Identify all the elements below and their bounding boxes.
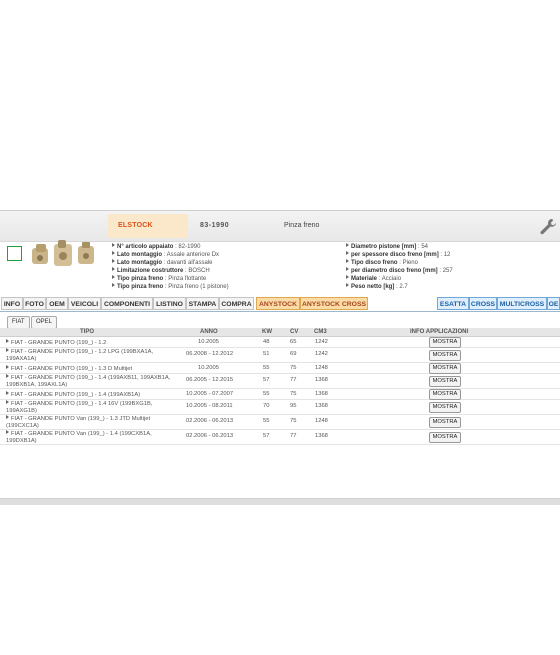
table-row xyxy=(0,400,560,415)
cell-anno: 02.2006 - 06.2013 xyxy=(186,433,234,439)
table-row xyxy=(0,430,560,445)
cell-cm3: 1368 xyxy=(315,377,328,383)
bullet-icon xyxy=(346,267,349,271)
cell-anno: 02.2006 - 06.2013 xyxy=(186,418,234,424)
table-header xyxy=(0,328,560,337)
table-row xyxy=(0,389,560,400)
cell-cm3: 1368 xyxy=(315,403,328,409)
cell-cm3: 1368 xyxy=(315,433,328,439)
tab-anystock[interactable]: ANYSTOCK xyxy=(256,297,300,310)
tab-oem[interactable]: OEM xyxy=(46,297,68,310)
header-kw: KW xyxy=(262,329,272,335)
spec-list-right xyxy=(346,243,453,291)
spec-row: Materiale : Acciaio xyxy=(346,275,453,283)
cell-cv: 75 xyxy=(290,418,297,424)
bullet-icon xyxy=(112,251,115,255)
cell-cm3: 1242 xyxy=(315,339,328,345)
bullet-icon xyxy=(346,283,349,287)
cell-tipo: FIAT - GRANDE PUNTO (199_) - 1.4 16V (199BXG1B, 199AXG1B) xyxy=(6,401,153,414)
cell-tipo: FIAT - GRANDE PUNTO (199_) - 1.4 (199AXB11, 199AXB1A, 199BXB1A, 199AXL1A) xyxy=(6,375,171,388)
tab-veicoli[interactable]: VEICOLI xyxy=(68,297,101,310)
brake-caliper-image[interactable] xyxy=(28,238,100,272)
mostra-button[interactable]: MOSTRA xyxy=(429,337,461,348)
cell-kw: 57 xyxy=(263,433,270,439)
bullet-icon xyxy=(346,251,349,255)
bullet-icon xyxy=(112,275,115,279)
cell-anno: 10.2005 - 08.2011 xyxy=(186,403,233,409)
spec-list-left xyxy=(112,243,229,291)
mostra-button[interactable]: MOSTRA xyxy=(429,350,461,361)
cell-cv: 77 xyxy=(290,377,297,383)
cell-anno: 10.2005 xyxy=(198,365,219,371)
table-footer xyxy=(0,498,560,505)
mostra-button[interactable]: MOSTRA xyxy=(429,389,461,400)
cell-anno: 10.2005 xyxy=(198,339,219,345)
table-row xyxy=(0,363,560,374)
mostra-button[interactable]: MOSTRA xyxy=(429,432,461,443)
tab-componenti[interactable]: COMPONENTI xyxy=(101,297,153,310)
table-row xyxy=(0,415,560,430)
bullet-icon xyxy=(6,391,9,395)
cell-cv: 77 xyxy=(290,433,297,439)
mostra-button[interactable]: MOSTRA xyxy=(429,417,461,428)
cell-cv: 75 xyxy=(290,365,297,371)
tab-oe[interactable]: OE xyxy=(547,297,560,310)
mostra-button[interactable]: MOSTRA xyxy=(429,402,461,413)
spec-row: Tipo pinza freno : Pinza freno (1 pistone) xyxy=(112,283,229,291)
select-checkbox[interactable] xyxy=(7,246,22,261)
cell-tipo: FIAT - GRANDE PUNTO Van (199_) - 1.3 JTD Multijet (199CXC1A) xyxy=(6,416,151,429)
bullet-icon xyxy=(6,339,9,343)
bullet-icon xyxy=(6,365,9,369)
product-description: Pinza freno xyxy=(284,222,320,229)
spec-row: per spessore disco freno [mm] : 12 xyxy=(346,251,453,259)
tab-info[interactable]: INFO xyxy=(1,297,23,310)
bullet-icon xyxy=(6,400,9,404)
header-info-applicazioni: INFO APPLICAZIONI xyxy=(410,329,469,335)
cell-kw: 55 xyxy=(263,418,270,424)
bullet-icon xyxy=(112,259,115,263)
cell-tipo: FIAT - GRANDE PUNTO (199_) - 1.2 LPG (199BXA1A, 199AXA1A) xyxy=(6,349,154,362)
cell-cm3: 1248 xyxy=(315,418,328,424)
tab-esatta[interactable]: ESATTA xyxy=(437,297,469,310)
cell-kw: 55 xyxy=(263,365,270,371)
table-row xyxy=(0,337,560,348)
tab-cross[interactable]: CROSS xyxy=(469,297,497,310)
bullet-icon xyxy=(112,243,115,247)
spec-row: Peso netto [kg] : 2.7 xyxy=(346,283,453,291)
spec-row: Limitazione costruttore : BOSCH xyxy=(112,267,229,275)
tab-bar xyxy=(0,297,560,312)
bullet-icon xyxy=(112,267,115,271)
bullet-icon xyxy=(112,283,115,287)
brand-badge xyxy=(108,214,188,238)
product-code: 83-1990 xyxy=(200,222,230,229)
bullet-icon xyxy=(346,275,349,279)
cell-kw: 51 xyxy=(263,351,270,357)
bullet-icon xyxy=(346,259,349,263)
tab-listino[interactable]: LISTINO xyxy=(153,297,186,310)
tab-foto[interactable]: FOTO xyxy=(23,297,46,310)
spec-row: per diametro disco freno [mm] : 257 xyxy=(346,267,453,275)
wrench-icon[interactable] xyxy=(538,217,558,237)
cell-cm3: 1368 xyxy=(315,391,328,397)
cell-anno: 06.2005 - 12.2015 xyxy=(186,377,234,383)
tab-stampa[interactable]: STAMPA xyxy=(186,297,219,310)
cell-tipo: FIAT - GRANDE PUNTO (199_) - 1.2 xyxy=(6,339,171,347)
cell-kw: 55 xyxy=(263,391,270,397)
bullet-icon xyxy=(6,348,9,352)
tab-compra[interactable]: COMPRA xyxy=(219,297,254,310)
cell-cm3: 1242 xyxy=(315,351,328,357)
table-row xyxy=(0,348,560,363)
spec-row: N° articolo appaiato : 82-1990 xyxy=(112,243,229,251)
bullet-icon xyxy=(6,374,9,378)
spec-row: Tipo disco freno : Pieno xyxy=(346,259,453,267)
cell-cv: 75 xyxy=(290,391,297,397)
cell-cv: 95 xyxy=(290,403,297,409)
cell-tipo: FIAT - GRANDE PUNTO (199_) - 1.4 (199AXB1A) xyxy=(6,391,171,399)
spec-row: Lato montaggio : davanti all'assale xyxy=(112,259,229,267)
tab-multicross[interactable]: MULTICROSS xyxy=(497,297,547,310)
header-cv: CV xyxy=(290,329,299,335)
bullet-icon xyxy=(6,430,9,434)
tab-anystock-cross[interactable]: ANYSTOCK CROSS xyxy=(300,297,368,310)
spec-row: Lato montaggio : Assale anteriore Dx xyxy=(112,251,229,259)
cell-cv: 65 xyxy=(290,339,297,345)
cell-kw: 48 xyxy=(263,339,270,345)
cell-anno: 10.2005 - 07.2007 xyxy=(186,391,234,397)
bullet-icon xyxy=(6,415,9,419)
mostra-button[interactable]: MOSTRA xyxy=(429,363,461,374)
table-row xyxy=(0,374,560,389)
cell-anno: 06.2008 - 12.2012 xyxy=(186,351,234,357)
cell-tipo: FIAT - GRANDE PUNTO (199_) - 1.3 D Multijet xyxy=(6,365,171,373)
cell-kw: 70 xyxy=(263,403,270,409)
header-cm3: CM3 xyxy=(314,329,327,335)
cell-tipo: FIAT - GRANDE PUNTO Van (199_) - 1.4 (199CXB1A, 199DXB1A) xyxy=(6,431,152,444)
spec-row: Tipo pinza freno : Pinza flottante xyxy=(112,275,229,283)
mostra-button[interactable]: MOSTRA xyxy=(429,376,461,387)
cell-cm3: 1248 xyxy=(315,365,328,371)
header-tipo: TIPO xyxy=(80,329,95,335)
filter-opel-button[interactable]: OPEL xyxy=(31,316,57,329)
brand-label: ELSTOCK xyxy=(118,222,153,229)
bullet-icon xyxy=(346,243,349,247)
filter-fiat-button[interactable]: FIAT xyxy=(7,316,30,329)
spec-row: Diametro pistone [mm] : 54 xyxy=(346,243,453,251)
cell-kw: 57 xyxy=(263,377,270,383)
cell-cv: 69 xyxy=(290,351,297,357)
header-anno: ANNO xyxy=(200,329,218,335)
